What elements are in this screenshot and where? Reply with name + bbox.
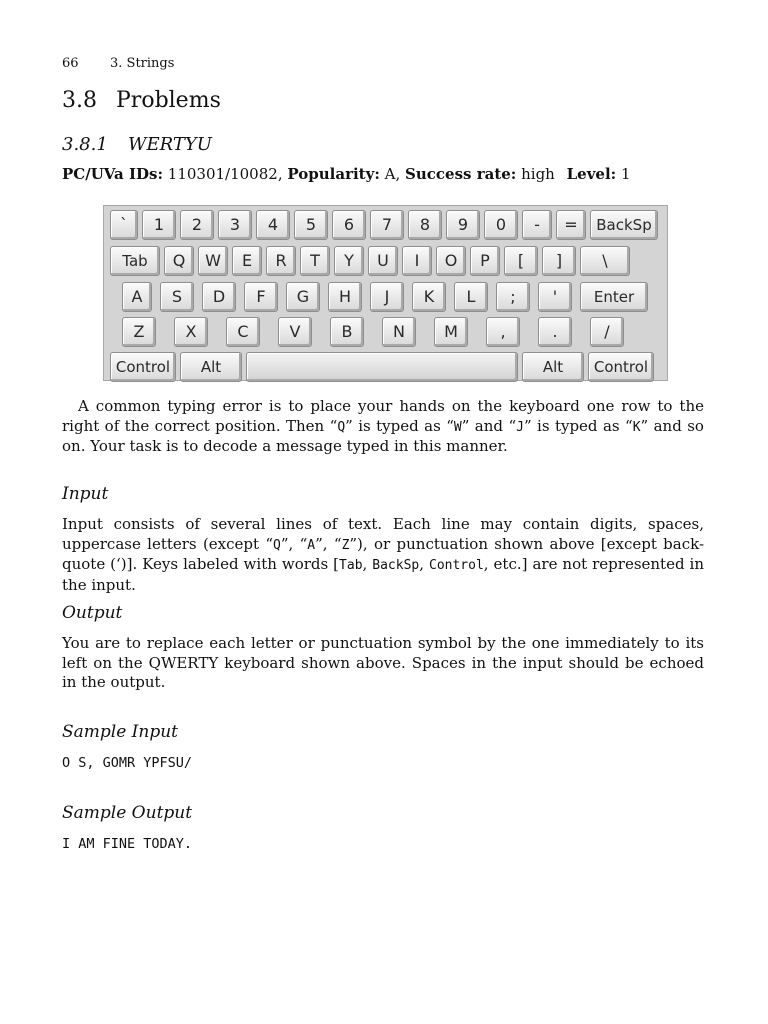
- key-z: Z: [122, 317, 156, 347]
- success-rate-label: Success rate:: [405, 165, 517, 183]
- key-slash: /: [590, 317, 624, 347]
- sample-input-heading: Sample Input: [62, 722, 179, 742]
- key-period: .: [538, 317, 572, 347]
- success-rate-value: high: [521, 165, 555, 183]
- key-d: D: [202, 282, 236, 312]
- sample-input-line: O S, GOMR YPFSU/: [62, 755, 193, 771]
- running-head: [62, 56, 174, 71]
- key-enter: Enter: [580, 282, 648, 312]
- key-j: J: [370, 282, 404, 312]
- input-heading: Input: [62, 484, 109, 504]
- chapter-title: 3. Strings: [110, 56, 175, 71]
- key-7: 7: [370, 210, 404, 240]
- key-q: Q: [164, 246, 194, 276]
- key-f: F: [244, 282, 278, 312]
- key-0: 0: [484, 210, 518, 240]
- key-8: 8: [408, 210, 442, 240]
- key-minus: -: [522, 210, 552, 240]
- section-title: Problems: [116, 88, 221, 113]
- key-right-bracket: ]: [542, 246, 576, 276]
- popularity-label: Popularity:: [287, 165, 380, 183]
- key-4: 4: [256, 210, 290, 240]
- key-c: C: [226, 317, 260, 347]
- subsection-title: WERTYU: [128, 134, 212, 155]
- key-6: 6: [332, 210, 366, 240]
- key-9: 9: [446, 210, 480, 240]
- key-5: 5: [294, 210, 328, 240]
- subsection-number: 3.8.1: [62, 134, 108, 155]
- key-backslash: \: [580, 246, 630, 276]
- key-2: 2: [180, 210, 214, 240]
- key-control: Control: [110, 352, 176, 382]
- key-y: Y: [334, 246, 364, 276]
- key-control: Control: [588, 352, 654, 382]
- pcuva-value: 110301/10082,: [167, 165, 283, 183]
- key-u: U: [368, 246, 398, 276]
- level-value: 1: [621, 165, 631, 183]
- key-v: V: [278, 317, 312, 347]
- output-paragraph: You are to replace each letter or punctuation symbol by the one immediately to its left on the QWERTY keyboard shown above. Spaces in the input should be echoed in the output.: [62, 634, 704, 691]
- level-label: Level:: [566, 165, 617, 183]
- subsection-heading: [62, 134, 212, 155]
- key-e: E: [232, 246, 262, 276]
- key-i: I: [402, 246, 432, 276]
- section-number: 3.8: [62, 88, 97, 113]
- key-o: O: [436, 246, 466, 276]
- key-3: 3: [218, 210, 252, 240]
- input-paragraph: Input consists of several lines of text. Each line may contain digits, spaces, uppercase letters (except “Q”, “A”, “Z”), or punctuation shown above [except back-quote (‘)]. Keys labeled with words [Tab, BackSp, Control, etc.] are not represented in the input.: [62, 515, 705, 594]
- page-number: 66: [62, 56, 79, 71]
- keyboard-image: [103, 205, 668, 381]
- key-alt: Alt: [522, 352, 584, 382]
- key-l: L: [454, 282, 488, 312]
- key-a: A: [122, 282, 152, 312]
- pcuva-label: PC/UVa IDs:: [62, 165, 163, 183]
- key-tab: Tab: [110, 246, 160, 276]
- sample-output-heading: Sample Output: [62, 803, 193, 823]
- key-semicolon: ;: [496, 282, 530, 312]
- key-h: H: [328, 282, 362, 312]
- key-backsp: BackSp: [590, 210, 658, 240]
- key-comma: ,: [486, 317, 520, 347]
- key-left-bracket: [: [504, 246, 538, 276]
- key-m: M: [434, 317, 468, 347]
- key-n: N: [382, 317, 416, 347]
- key-quote: ': [538, 282, 572, 312]
- popularity-value: A,: [384, 165, 401, 183]
- key-r: R: [266, 246, 296, 276]
- section-heading: [62, 88, 221, 113]
- key-backquote: `: [110, 210, 138, 240]
- output-heading: Output: [62, 603, 123, 623]
- key-t: T: [300, 246, 330, 276]
- key-x: X: [174, 317, 208, 347]
- key-1: 1: [142, 210, 176, 240]
- sample-output-line: I AM FINE TODAY.: [62, 836, 193, 852]
- key-s: S: [160, 282, 194, 312]
- key-k: K: [412, 282, 446, 312]
- intro-paragraph: A common typing error is to place your hands on the keyboard one row to the right of the correct position. Then “Q” is typed as “W” and “J” is typed as “K” and so on. Your task is to decode a message typed in this manner.: [62, 397, 704, 455]
- problem-ids-line: [62, 165, 631, 183]
- key-b: B: [330, 317, 364, 347]
- key-space: [246, 352, 518, 382]
- key-g: G: [286, 282, 320, 312]
- key-w: W: [198, 246, 228, 276]
- key-equals: =: [556, 210, 586, 240]
- key-alt: Alt: [180, 352, 242, 382]
- key-p: P: [470, 246, 500, 276]
